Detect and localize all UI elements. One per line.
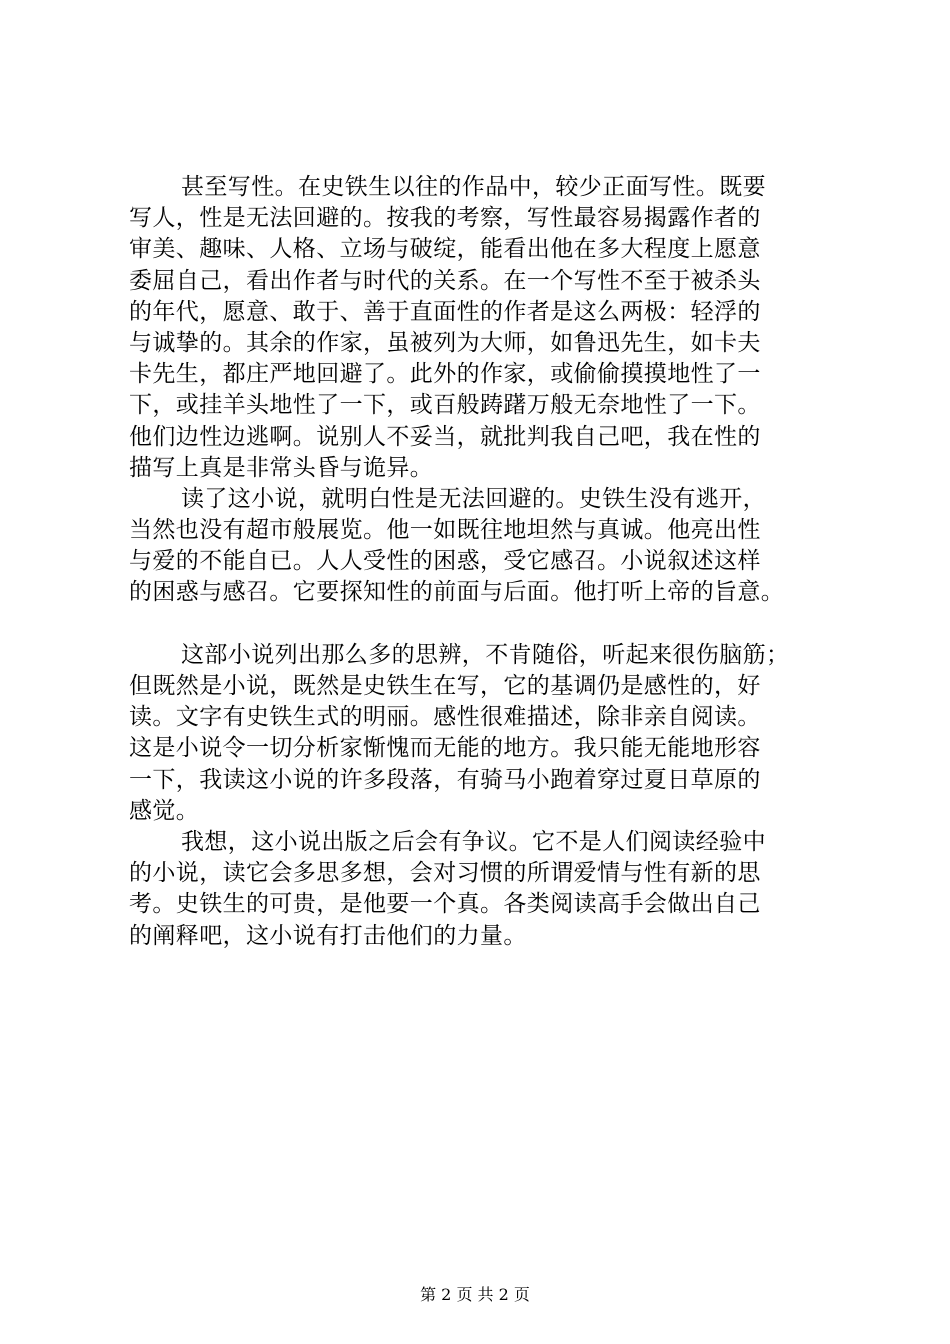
paragraph-gap <box>129 609 849 640</box>
text-line: 卡先生，都庄严地回避了。此外的作家，或偷偷摸摸地性了一 <box>129 361 761 388</box>
text-line: 的年代，愿意、敢于、善于直面性的作者是这么两极：轻浮的 <box>129 298 761 325</box>
text-line: 读了这小说，就明白性是无法回避的。史铁生没有逃开， <box>181 485 766 512</box>
text-line: 这部小说列出那么多的思辨，不肯随俗，听起来很伤脑筋； <box>181 641 790 668</box>
text-line: 与爱的不能自已。人人受性的困惑，受它感召。小说叙述这样 <box>129 548 761 575</box>
text-line: 但既然是小说，既然是史铁生在写，它的基调仍是感性的，好 <box>129 673 761 699</box>
text-line: 审美、趣味、人格、立场与破绽，能看出他在多大程度上愿意 <box>129 236 761 263</box>
text-line: 这是小说令一切分析家惭愧而无能的地方。我只能无能地形容 <box>129 735 761 762</box>
text-line: 当然也没有超市般展览。他一如既往地坦然与真诚。他亮出性 <box>129 517 761 544</box>
text-line: 我想，这小说出版之后会有争议。它不是人们阅读经验中 <box>181 828 766 855</box>
page-number-footer: 第 2 页 共 2 页 <box>420 1285 530 1304</box>
text-line: 他们边性边逃啊。说别人不妥当，就批判我自己吧，我在性的 <box>129 423 761 450</box>
text-line: 与诚挚的。其余的作家，虽被列为大师，如鲁迅先生，如卡夫 <box>129 329 761 356</box>
text-line: 感觉。 <box>129 797 200 824</box>
text-line: 委屈自己，看出作者与时代的关系。在一个写性不至于被杀头 <box>129 267 761 294</box>
text-line: 写人，性是无法回避的。按我的考察，写性最容易揭露作者的 <box>129 205 761 232</box>
text-line: 下，或挂羊头地性了一下，或百般踌躇万般无奈地性了一下。 <box>129 392 761 419</box>
text-line: 描写上真是非常头昏与诡异。 <box>129 454 434 481</box>
text-line: 的阐释吧，这小说有打击他们的力量。 <box>129 922 527 949</box>
text-line: 的小说，读它会多思多想，会对习惯的所谓爱情与性有新的思 <box>129 860 761 887</box>
text-line: 的困惑与感召。它要探知性的前面与后面。他打听上帝的旨意。 <box>129 579 785 606</box>
text-line: 读。文字有史铁生式的明丽。感性很难描述，除非亲自阅读。 <box>129 704 761 731</box>
text-line: 甚至写性。在史铁生以往的作品中，较少正面写性。既要 <box>181 174 766 200</box>
text-line: 考。史铁生的可贵，是他要一个真。各类阅读高手会做出自己 <box>129 891 761 918</box>
document-body <box>129 172 849 952</box>
text-line: 一下，我读这小说的许多段落，有骑马小跑着穿过夏日草原的 <box>129 766 761 793</box>
